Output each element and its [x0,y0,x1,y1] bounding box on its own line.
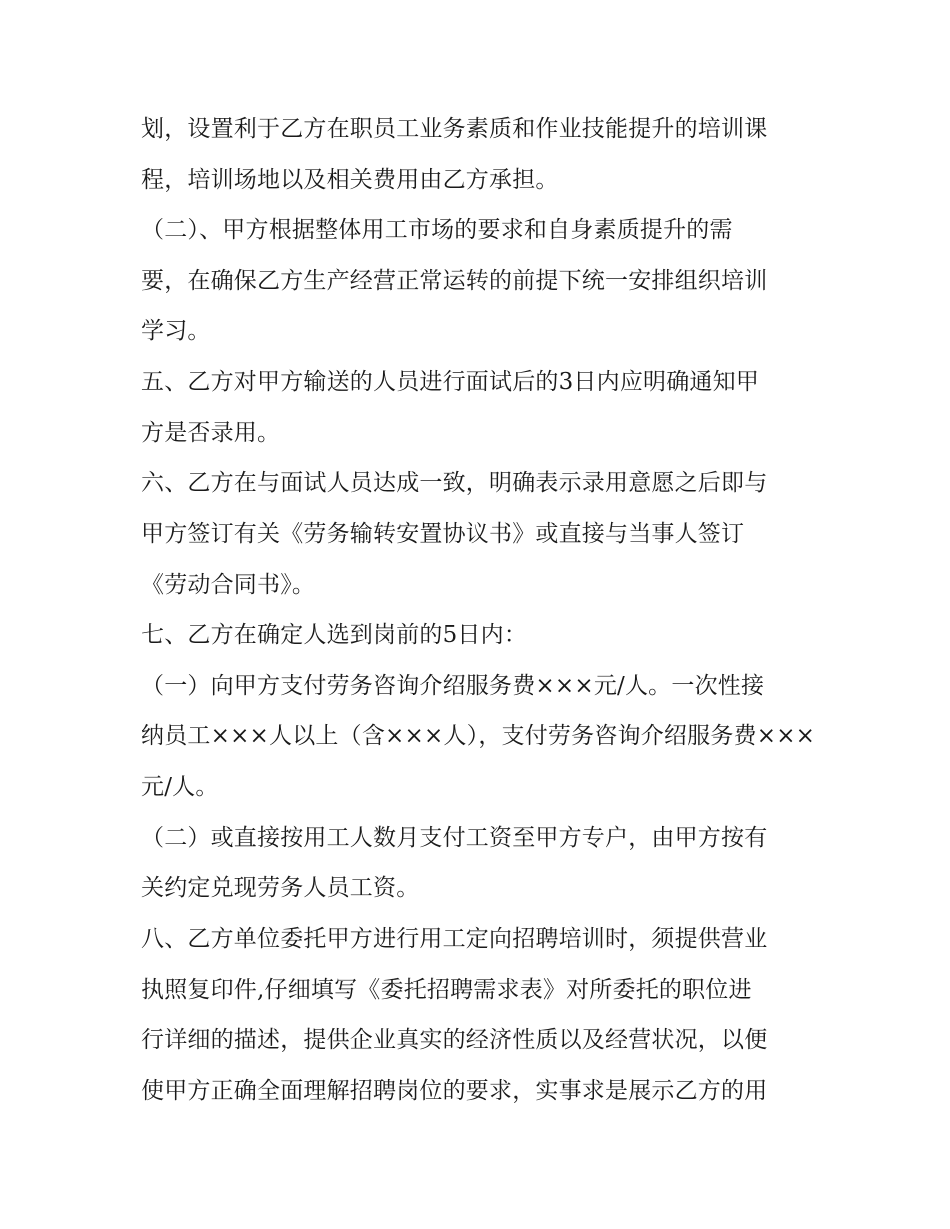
text-line: 划，设置利于乙方在职员工业务素质和作业技能提升的培训课 [141,116,768,142]
text-line: 甲方签订有关《劳务输转安置协议书》或直接与当事人签订 [141,521,745,547]
text-line: 六、乙方在与面试人员达成一致，明确表示录用意愿之后即与 [141,470,768,496]
text-line: 元/人。 [141,774,219,800]
text-line: （二）或直接按用工人数月支付工资至甲方专户，由甲方按有 [141,825,768,851]
text-line: 执照复印件,仔细填写《委托招聘需求表》对所委托的职位进 [141,977,752,1003]
text-line: 方是否录用。 [141,420,281,446]
text-line: 纳员工×××人以上（含×××人），支付劳务咨询介绍服务费××× [141,723,816,749]
text-line: 七、乙方在确定人选到岗前的5日内： [141,622,528,648]
text-line: 《劳动合同书》。 [141,572,316,598]
text-line: 程，培训场地以及相关费用由乙方承担。 [141,167,559,193]
text-line: 学习。 [141,318,211,344]
text-line: （二）、甲方根据整体用工市场的要求和自身素质提升的需 [141,217,733,243]
text-line: 八、乙方单位委托甲方进行用工定向招聘培训时，须提供营业 [141,926,768,952]
text-line: 要，在确保乙方生产经营正常运转的前提下统一安排组织培训 [141,268,768,294]
text-line: （一）向甲方支付劳务咨询介绍服务费×××元/人。一次性接 [141,673,765,699]
text-line: 关约定兑现劳务人员工资。 [141,875,420,901]
text-line: 五、乙方对甲方输送的人员进行面试后的3日内应明确通知甲 [141,369,760,395]
text-line: 行详细的描述，提供企业真实的经济性质以及经营状况，以便 [141,1027,768,1053]
text-line: 使甲方正确全面理解招聘岗位的要求，实事求是展示乙方的用 [141,1078,768,1104]
